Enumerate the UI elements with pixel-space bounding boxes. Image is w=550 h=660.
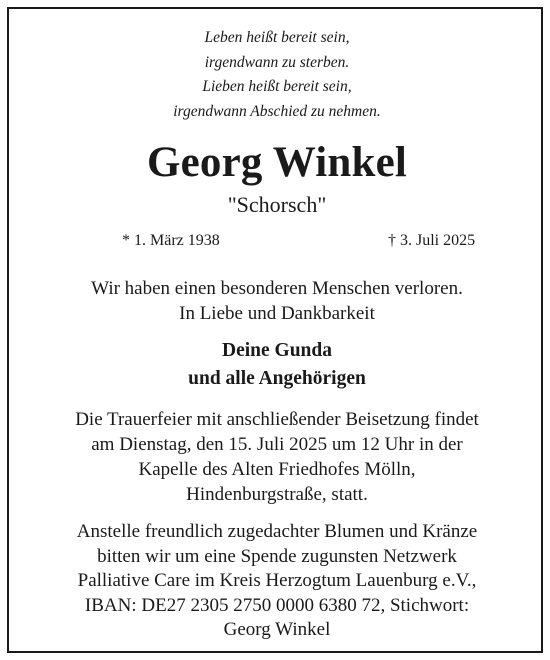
- poem-line: irgendwann Abschied zu nehmen.: [173, 102, 381, 120]
- message-line: Wir haben einen besonderen Menschen verloren.: [91, 278, 463, 299]
- poem-line: irgendwann zu sterben.: [204, 53, 350, 71]
- message-line: In Liebe und Dankbarkeit: [179, 303, 375, 324]
- poem-line: Leben heißt bereit sein,: [204, 29, 350, 46]
- funeral-service-info: [9, 407, 545, 507]
- donation-line: IBAN: DE27 2305 2750 0000 6380 72, Stichwort:: [84, 594, 470, 616]
- donation-line: Palliative Care im Kreis Herzogtum Lauenburg e.V.,: [77, 570, 477, 591]
- donation-line: Anstelle freundlich zugedachter Blumen und Kränze: [76, 521, 478, 542]
- donation-line: Georg Winkel: [223, 619, 331, 640]
- mourners: [9, 337, 545, 393]
- service-line: am Dienstag, den 15. Juli 2025 um 12 Uhr in der: [91, 434, 463, 455]
- donation-request: [9, 520, 545, 643]
- poem: [9, 26, 545, 124]
- deceased-nickname: "Schorsch": [227, 192, 327, 217]
- poem-line: Lieben heißt bereit sein,: [202, 78, 352, 95]
- deceased-name: Georg Winkel: [146, 139, 408, 186]
- birth-date: * 1. März 1938: [122, 232, 220, 249]
- donation-line: bitten wir um eine Spende zugunsten Netzwerk: [97, 545, 457, 567]
- obituary-content: [9, 9, 545, 655]
- mourner-line: und alle Angehörigen: [188, 368, 366, 389]
- service-line: Die Trauerfeier mit anschließender Beisetzung findet: [75, 409, 479, 430]
- service-line: Kapelle des Alten Friedhofes Mölln,: [138, 459, 416, 480]
- death-date: † 3. Juli 2025: [388, 232, 476, 249]
- mourner-line: Deine Gunda: [222, 340, 332, 361]
- obituary-frame: [7, 7, 543, 653]
- mourning-message: [9, 276, 545, 326]
- service-line: Hindenburgstraße, statt.: [186, 484, 368, 505]
